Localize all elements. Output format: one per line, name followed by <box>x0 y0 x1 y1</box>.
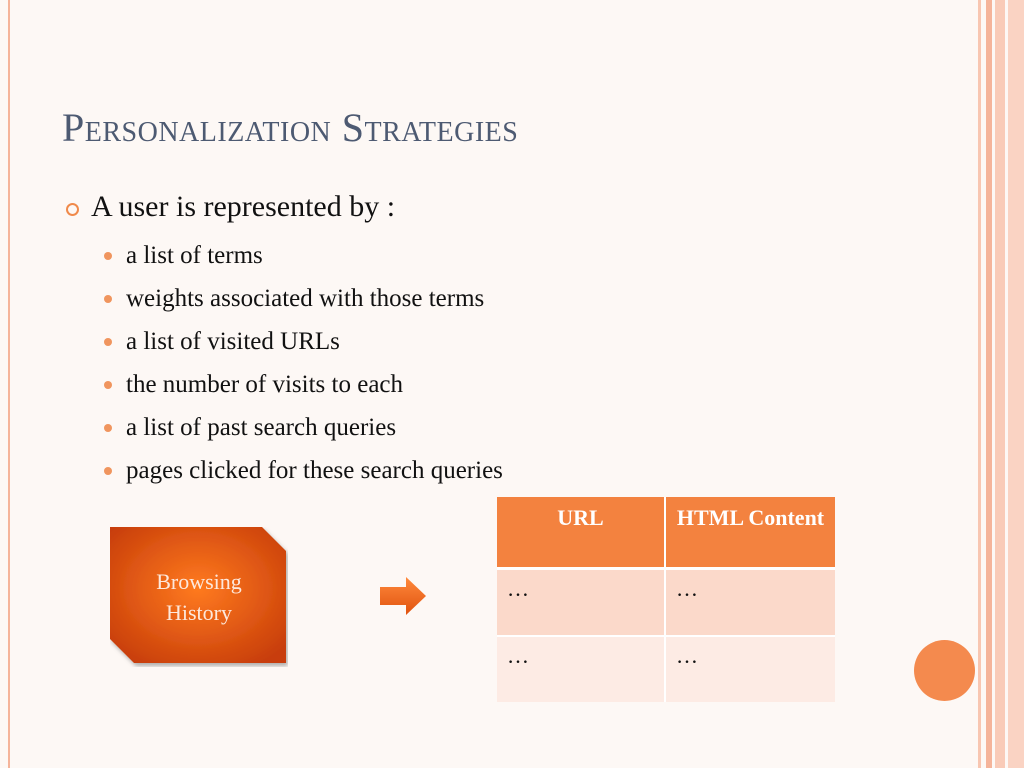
sub-bullet-text: a list of terms <box>126 241 263 269</box>
main-bullet <box>66 190 395 224</box>
sub-bullet-list <box>104 234 503 492</box>
header-html-content: HTML Content <box>666 497 835 570</box>
sub-bullet-text: a list of visited URLs <box>126 327 340 355</box>
table-cell: … <box>497 570 666 637</box>
header-url: URL <box>497 497 666 570</box>
dot-bullet-icon <box>104 467 112 475</box>
sub-bullet-item <box>104 449 503 492</box>
right-stripe <box>1008 0 1024 768</box>
sub-bullet-item <box>104 277 503 320</box>
table-cell: … <box>666 637 835 702</box>
history-label-line2: History <box>166 600 232 625</box>
left-stripe <box>8 0 10 768</box>
right-stripe <box>995 0 1005 768</box>
dot-bullet-icon <box>104 295 112 303</box>
sub-bullet-text: weights associated with those terms <box>126 284 485 312</box>
dot-bullet-icon <box>104 381 112 389</box>
sub-bullet-item <box>104 406 503 449</box>
slide-title: Personalization Strategies <box>62 105 519 150</box>
dot-bullet-icon <box>104 338 112 346</box>
sub-bullet-item <box>104 320 503 363</box>
decorative-circle <box>914 640 975 701</box>
history-label-line1: Browsing <box>156 569 242 594</box>
sub-bullet-item <box>104 234 503 277</box>
table-row <box>497 637 835 702</box>
main-bullet-text: A user is represented by : <box>91 190 396 223</box>
sub-bullet-text: pages clicked for these search queries <box>126 456 503 484</box>
sub-bullet-text: the number of visits to each <box>126 370 404 398</box>
dot-bullet-icon <box>104 252 112 260</box>
browsing-history-label <box>110 566 288 628</box>
table-header-row <box>497 497 835 570</box>
right-stripe <box>986 0 992 768</box>
table-row <box>497 570 835 637</box>
table-cell: … <box>497 637 666 702</box>
sub-bullet-text: a list of past search queries <box>126 413 397 441</box>
dot-bullet-icon <box>104 424 112 432</box>
history-table <box>497 497 835 702</box>
right-stripe <box>978 0 981 768</box>
sub-bullet-item <box>104 363 503 406</box>
ring-bullet-icon <box>66 203 79 216</box>
table-cell: … <box>666 570 835 637</box>
right-arrow-icon <box>380 575 428 617</box>
